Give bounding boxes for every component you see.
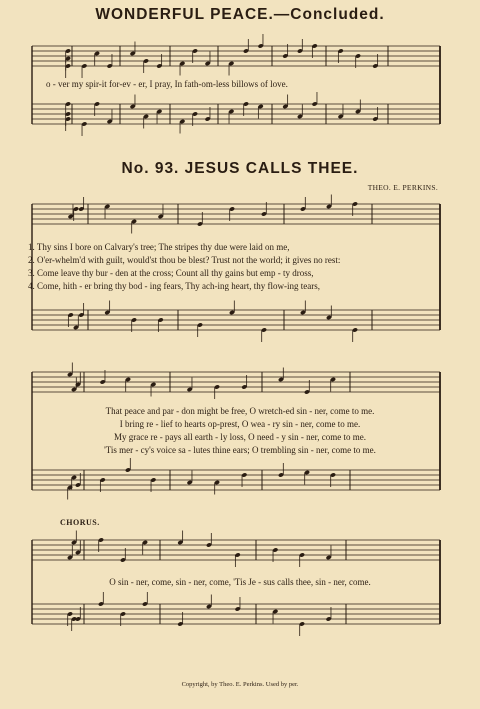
chorus-label: CHORUS.	[60, 518, 100, 527]
verse-2-line-1: 2. O'er-whelm'd with guilt, would'st thou be blest? Trust not the world; it gives no rest:	[28, 255, 341, 265]
verse-3-line-2: My grace re - pays all earth - ly loss, O need - y sin - ner, come to me.	[113, 432, 367, 442]
header-jesus-calls-thee: No. 93. JESUS CALLS THEE.	[121, 160, 359, 177]
verse-1-line-1: 1. Thy sins I bore on Calvary's tree; The stripes thy due were laid on me,	[28, 242, 290, 252]
chorus-lyric: O sin - ner, come, sin - ner, come, 'Tis Je - sus calls thee, sin - ner, come.	[109, 577, 371, 587]
copyright-note: Copyright, by Theo. E. Perkins. Used by per.	[181, 681, 299, 688]
verse-4-line-1: 4. Come, hith - er bring thy bod - ing fears, Thy ach-ing heart, thy flow-ing tears,	[28, 281, 321, 291]
verse-3-line-1: 3. Come leave thy bur - den at the cross; Count all thy gains but emp - ty dross,	[28, 268, 314, 278]
composer-attribution: THEO. E. PERKINS.	[367, 183, 438, 192]
verse-4-line-2: 'Tis mer - cy's voice sa - lutes thine ears; O trembling sin - ner, come to me.	[104, 445, 376, 455]
verse-2-line-2: I bring re - lief to hearts op-prest, O wea - ry sin - ner, come to me.	[119, 419, 361, 429]
lyric-line-top: o - ver my spir-it for-ev - er, I pray, In fath-om-less billows of love.	[46, 79, 288, 89]
verse-1-line-2: That peace and par - don might be free, O wretch-ed sin - ner, come to me.	[105, 406, 375, 416]
header-wonderful-peace: WONDERFUL PEACE.—Concluded.	[95, 6, 385, 23]
